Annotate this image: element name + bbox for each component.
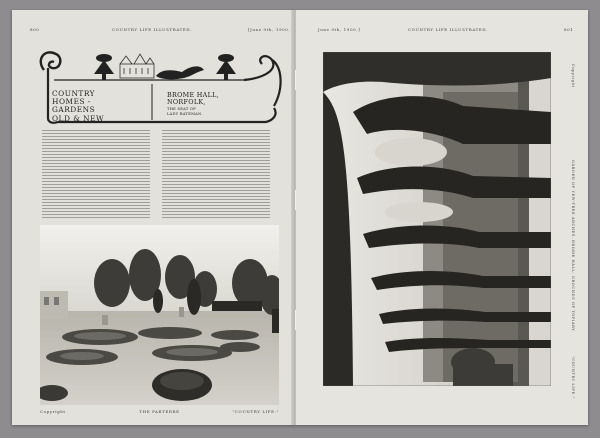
series-title: [52, 90, 136, 123]
left-page: [12, 10, 294, 425]
parterre-photograph: [40, 225, 279, 405]
left-page-number: 800: [30, 27, 40, 32]
county-name: NORFOLK,: [167, 98, 206, 107]
owner-line: THE SEAT OF: [167, 106, 197, 111]
right-running-title: COUNTRY LIFE ILLUSTRATED.: [408, 27, 488, 32]
right-photo-credit-left: Copyright: [571, 64, 575, 88]
right-photo-caption: GARDEN OF YEW-TREE ARCHES. BROME HALL: GROUNDS OF TOPIARY.: [571, 160, 575, 333]
parterre-caption: THE PARTERRE: [139, 409, 180, 414]
series-title-line: OLD & NEW: [52, 113, 105, 123]
left-running-date: [June 9th, 1900.: [248, 27, 291, 32]
article-column-1: [42, 130, 150, 220]
place-title: [167, 92, 257, 116]
article-column-2: [162, 130, 270, 220]
photo-credit-left: Copyright: [40, 409, 66, 414]
series-title-line: HOMES -: [52, 97, 91, 107]
right-running-date: June 9th, 1900.]: [318, 27, 361, 32]
photo-credit-right: "COUNTRY LIFE.": [232, 409, 279, 414]
magazine-spread: [12, 10, 588, 425]
series-title-line: COUNTRY: [52, 89, 96, 98]
series-title-line: GARDENS: [52, 105, 96, 115]
right-page-number: 801: [564, 27, 574, 32]
place-name: BROME HALL,: [167, 91, 219, 99]
owner-line: LADY BATEMAN.: [167, 111, 203, 116]
right-photo-credit-right: "COUNTRY LIFE.": [571, 356, 575, 399]
left-running-title: COUNTRY LIFE ILLUSTRATED.: [112, 27, 192, 32]
left-photo-caption-row: [40, 409, 279, 417]
yew-arches-photograph: [323, 52, 551, 386]
